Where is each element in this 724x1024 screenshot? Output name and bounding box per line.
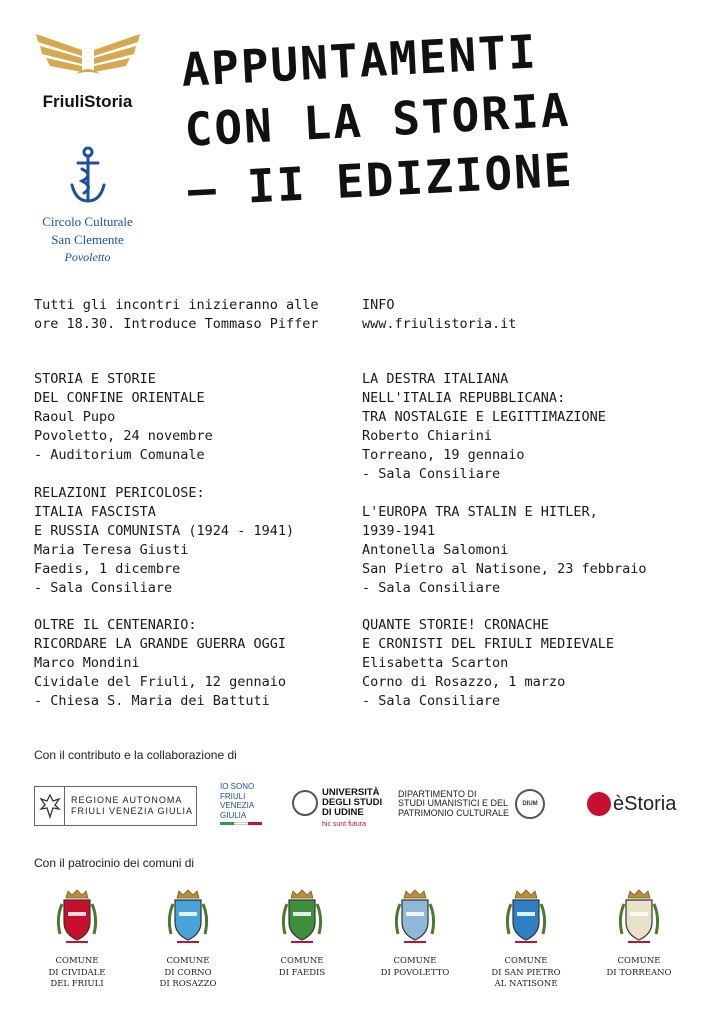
comune-label-line: DI TORREANO bbox=[606, 967, 672, 978]
event-line: Cividale del Friuli, 12 gennaio bbox=[34, 674, 286, 690]
event-block bbox=[34, 370, 213, 465]
comune-label-line: COMUNE bbox=[504, 956, 548, 966]
event-line: TRA NOSTALGIE E LEGITTIMAZIONE bbox=[362, 409, 606, 425]
uni-line1: UNIVERSITÀ bbox=[322, 787, 380, 798]
contributo-label: Con il contributo e la collaborazione di bbox=[34, 748, 237, 762]
dipartimento-logo bbox=[398, 789, 545, 819]
estoria-name: èStoria bbox=[613, 792, 677, 815]
event-line: Maria Teresa Giusti bbox=[34, 542, 189, 558]
title-line-2: CON LA STORIA bbox=[183, 82, 572, 157]
comune-label-line: DI FAEDIS bbox=[278, 967, 326, 978]
uni-line3: DI UDINE bbox=[322, 807, 364, 818]
intro-line2: ore 18.30. Introduce Tommaso Piffer bbox=[34, 316, 319, 332]
circolo-line1: Circolo Culturale bbox=[42, 214, 133, 229]
event-block bbox=[362, 370, 606, 484]
event-line: RELAZIONI PERICOLOSE: bbox=[34, 485, 205, 501]
comune-label-line: AL NATISONE bbox=[494, 979, 558, 989]
event-line: E RUSSIA COMUNISTA (1924 - 1941) bbox=[34, 523, 295, 539]
comune-crest bbox=[594, 888, 684, 979]
comune-label bbox=[32, 956, 122, 991]
fvg-line1: IO SONO bbox=[220, 782, 255, 791]
event-line: - Sala Consiliare bbox=[362, 466, 501, 482]
fvg-line2: FRIULI bbox=[220, 791, 246, 801]
event-line: 1939-1941 bbox=[362, 523, 436, 539]
event-block bbox=[34, 616, 286, 711]
comune-label-line: DI SAN PIETRO bbox=[491, 967, 561, 978]
event-line: Raoul Pupo bbox=[34, 409, 116, 425]
circolo-line2: San Clemente bbox=[51, 232, 124, 247]
uni-motto: hic sunt futura bbox=[322, 821, 366, 828]
faedis-crest-icon bbox=[279, 888, 325, 950]
circolo-place: Povoletto bbox=[64, 250, 111, 264]
comune-crest bbox=[370, 888, 460, 979]
event-line: STORIA E STORIE bbox=[34, 371, 156, 387]
cividale-crest-icon bbox=[54, 888, 100, 950]
event-line: Elisabetta Scarton bbox=[362, 655, 509, 671]
main-title bbox=[180, 13, 709, 220]
university-seal-icon bbox=[292, 790, 318, 816]
event-line: Corno di Rosazzo, 1 marzo bbox=[362, 674, 566, 690]
comune-crest bbox=[143, 888, 233, 991]
wings-icon bbox=[32, 30, 144, 86]
event-line: E CRONISTI DEL FRIULI MEDIEVALE bbox=[362, 636, 614, 652]
italian-flag-icon bbox=[220, 822, 262, 825]
comune-label-line: DI ROSAZZO bbox=[159, 979, 217, 989]
regione-line1: REGIONE AUTONOMA bbox=[71, 795, 183, 805]
regione-line2: FRIULI VENEZIA GIULIA bbox=[71, 806, 194, 816]
sponsor-logos bbox=[34, 782, 694, 832]
comune-label-line: COMUNE bbox=[617, 956, 661, 966]
sanpietro-crest-icon bbox=[503, 888, 549, 950]
event-line: Marco Mondini bbox=[34, 655, 140, 671]
comune-label-line: COMUNE bbox=[55, 956, 99, 966]
event-line: Antonella Salomoni bbox=[362, 542, 509, 558]
comune-label bbox=[370, 956, 460, 979]
info-label: INFO bbox=[362, 297, 395, 313]
friulistoria-logo bbox=[30, 30, 145, 112]
comune-crest bbox=[32, 888, 122, 991]
regione-fvg-logo bbox=[34, 786, 197, 826]
event-line: Roberto Chiarini bbox=[362, 428, 493, 444]
intro-text bbox=[34, 296, 318, 334]
fvg-line3: VENEZIA bbox=[220, 801, 255, 810]
event-line: - Sala Consiliare bbox=[34, 580, 173, 596]
comune-label-line: COMUNE bbox=[393, 956, 437, 966]
info-url[interactable]: www.friulistoria.it bbox=[362, 316, 517, 332]
comune-label-line: DI CORNO bbox=[164, 967, 212, 978]
anchor-icon bbox=[68, 145, 108, 207]
event-line: Faedis, 1 dicembre bbox=[34, 561, 181, 577]
event-line: RICORDARE LA GRANDE GUERRA OGGI bbox=[34, 636, 286, 652]
event-line: - Sala Consiliare bbox=[362, 693, 501, 709]
corno-crest-icon bbox=[165, 888, 211, 950]
event-line: NELL'ITALIA REPUBBLICANA: bbox=[362, 390, 566, 406]
dium-badge: DIUM bbox=[515, 789, 545, 819]
estoria-logo bbox=[587, 792, 676, 816]
uni-line2: DEGLI STUDI bbox=[322, 797, 383, 808]
patrocinio-label: Con il patrocinio dei comuni di bbox=[34, 856, 195, 870]
info-block bbox=[362, 296, 516, 334]
dip-line1: DIPARTIMENTO DI bbox=[398, 788, 477, 799]
event-block bbox=[34, 484, 294, 598]
comune-label-line: COMUNE bbox=[280, 956, 324, 966]
comune-label bbox=[481, 956, 571, 991]
comune-label-line: COMUNE bbox=[166, 956, 210, 966]
povoletto-crest-icon bbox=[392, 888, 438, 950]
title-line-3: — II EDIZIONE bbox=[186, 142, 575, 217]
event-line: San Pietro al Natisone, 23 febbraio bbox=[362, 561, 647, 577]
title-line-1: APPUNTAMENTI bbox=[180, 24, 539, 97]
friulistoria-name: FriuliStoria bbox=[42, 92, 133, 111]
fvg-line4: GIULIA bbox=[220, 810, 247, 820]
event-line: OLTRE IL CENTENARIO: bbox=[34, 617, 197, 633]
comune-label bbox=[257, 956, 347, 979]
comune-label-line: DI CIVIDALE bbox=[48, 967, 106, 978]
event-line: QUANTE STORIE! CRONACHE bbox=[362, 617, 549, 633]
torreano-crest-icon bbox=[616, 888, 662, 950]
comune-label bbox=[143, 956, 233, 991]
event-line: - Sala Consiliare bbox=[362, 580, 501, 596]
event-line: - Auditorium Comunale bbox=[34, 447, 205, 463]
event-block bbox=[362, 616, 614, 711]
comune-crest bbox=[481, 888, 571, 991]
event-line: LA DESTRA ITALIANA bbox=[362, 371, 509, 387]
estoria-dot-icon bbox=[587, 792, 611, 816]
event-block bbox=[362, 503, 646, 598]
io-sono-fvg-logo bbox=[220, 782, 262, 825]
event-line: Torreano, 19 gennaio bbox=[362, 447, 525, 463]
dip-line3: PATRIMONIO CULTURALE bbox=[398, 807, 510, 818]
comune-label bbox=[594, 956, 684, 979]
event-line: L'EUROPA TRA STALIN E HITLER, bbox=[362, 504, 598, 520]
circolo-culturale-logo bbox=[25, 145, 150, 265]
event-line: - Chiesa S. Maria dei Battuti bbox=[34, 693, 270, 709]
intro-line1: Tutti gli incontri inizieranno alle bbox=[34, 297, 319, 313]
event-line: ITALIA FASCISTA bbox=[34, 504, 156, 520]
comune-label-line: DEL FRIULI bbox=[50, 979, 104, 989]
dip-line2: STUDI UMANISTICI E DEL bbox=[398, 798, 509, 809]
event-line: DEL CONFINE ORIENTALE bbox=[34, 390, 205, 406]
eagle-icon bbox=[35, 787, 65, 825]
universita-udine-logo bbox=[292, 788, 382, 830]
comune-crest bbox=[257, 888, 347, 979]
event-line: Povoletto, 24 novembre bbox=[34, 428, 213, 444]
comune-label-line: DI POVOLETTO bbox=[380, 967, 450, 978]
